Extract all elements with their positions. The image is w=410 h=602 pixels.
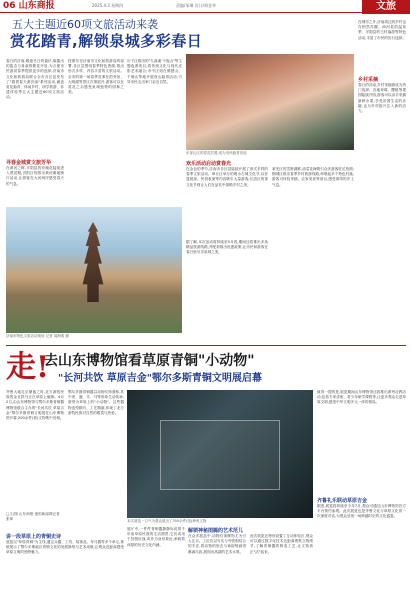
subhead-animal: 解锁神秘图腾的艺术范儿 <box>188 528 244 534</box>
top-headline: 赏花踏青,解锁泉城多彩春日 <box>10 32 203 50</box>
bottom-col-5: 此次展览还特别设置了互动体验区,观众可以通过数字化技术近距离观察文物细节,了解青铜器的铸造工艺,让文物真正"活"起来。 <box>250 534 313 554</box>
top-col-5: 莱芜区的雪野湖畔,油菜花海吸引众多游客驻足拍照;钢城区推出春季乡村旅游线路,串联起多个特色村落,游客可体验采摘、农家美食等项目,感受浓浓的乡土气息。 <box>272 167 354 187</box>
bottom-col-3: 展厅中,一件件青铜器静静诉说着千年前草原民族的生活图景,它们或用于狩猎征战,或作为身份象征,承载着深厚的历史文化内涵。 <box>127 527 185 547</box>
editor-credits: 责编/邹琳 设计/胡金华 <box>176 3 216 8</box>
top-col-4: 在金色的季节,济南市各区县陆续开展了形式多样的春季文旅活动。章丘区举办的明水古城文化节,以非遗展演、民俗表演等内容吸引大量游客;长清区的茶文化节则让人们在品茗中领略乡村之美。 <box>186 167 268 187</box>
photo3-caption: 本次展览一口气为观众展出了350余件(组)珍贵文物 <box>127 519 207 523</box>
bottom-col-1: 齐鲁大地礼乐鼎盛之时,北方游牧民族的金戈铁马正在草原上驰骋。4月2日,由山东博物馆与鄂尔多斯青铜器博物馆联合主办的"长河共饮 草原吉金"鄂尔多斯青铜文明展在山东博物馆开幕,200余件(套)文物集中亮相。 <box>6 390 64 421</box>
bottom-col-2: 鄂尔多斯青铜器以动物纹饰著称,其中虎、鹿、羊、马等形象生动传神,被誉为草原上的"小动物"。这些器物造型精巧、工艺精湛,体现了北方游牧民族对自然的敬畏与热爱。 <box>68 390 124 415</box>
top-col-3: 历下区推出的"九曲溪·不夜山"等主题夜游项目,将传统文化与现代光影艺术融合;市中区则在佛慧山、千佛山等地开展登山踏青活动,引导市民走出家门亲近自然。 <box>127 59 182 84</box>
subhead-intro: 讲一段草原上的青铜史诗 <box>6 534 62 540</box>
section-tag: 文旅 <box>362 0 410 14</box>
bottom-right-2: 据悉,展览将持续至今年7月,观众可通过山东博物馆官方平台预约参观。此次展览也是齐鲁文化与草原文化的一次深度对话,为观众呈现一场跨越时空的文化盛宴。 <box>317 504 406 519</box>
top-col-2: 按照东至济南市文化和旅游局的部署,各区县围绕春季特色资源,推出形式多样、内容丰富的文旅活动。全市的第一场春季花事在趵突泉、大明湖等景区次第展开,游客可以在赏花之余感受泉城独特的园林之美。 <box>68 59 124 95</box>
page-number: 06 山东商报 <box>3 1 55 11</box>
top-kicker: 五大主题近60项文旅活动来袭 <box>12 18 158 31</box>
issue-date: 2025.4.3 星期四 <box>92 3 124 8</box>
bottom-col-4: 在众多展品中,动物纹饰牌饰尤为引人注目。工匠们以写实与夸张相结合的手法,将动物的形态与神韵刻画得淋漓尽致,展现出高超的艺术水准。 <box>188 534 246 554</box>
subhead-activity: 欢乐活动启动赏春光 <box>186 161 232 167</box>
top-lead: 春日的济南,暖意冬日的蛰伏,崭露出的姿态与喜欢的繁花开放,为万便市民游赏春季提供更多的选择,济南市文化和旅游局联合全市各区县发布了"跟着春天游济南"系列活动,涵盖赏花踏青、休闲乡村、研学旅游、非遗体验等五大主题近60项文旅活动。 <box>6 59 64 100</box>
big-character: 走! <box>6 350 50 385</box>
bottom-col-1b: 展览以"草原青铜"为主线,通过兵器、工具、装饰品、车马器等多个单元,系统展示了鄂尔多斯地区青铜文化的发展脉络与艺术成就,让观众近距离感受草原文明的独特魅力。 <box>6 540 124 555</box>
top-col-1b: 在黄河之畔,平阴县的玫瑰花陆续进入观赏期,济阳区则推出黄河滩地骑行活动,让游客在大河两岸感受春天的气息。 <box>6 166 64 186</box>
bottom-subhead: "长河共饮 草原吉金"鄂尔多斯青铜文明展启幕 <box>58 373 262 384</box>
bottom-byline: □文/图 山东商报·速豹新闻网记者 张琦 <box>6 512 60 521</box>
section-divider <box>6 345 406 346</box>
bottom-headline: 去山东博物馆看草原青铜"小动物" <box>44 353 255 369</box>
photo1-caption: 东部山区的春花烂漫,成为市民踏青首选 <box>186 151 247 155</box>
subhead-tourism: 寻春金城赏文旅芳华 <box>6 160 52 166</box>
subhead-exhibit: 齐鲁礼乐联动草原吉金 <box>317 498 368 504</box>
bottom-right-1: 值得一提的是,展览期间山东博物馆还将推出系列社教活动,包括专家讲座、青少年研学课程等,让更多观众走进草原文明,感受中华文明多元一体的格局。 <box>317 390 406 405</box>
photo2-caption: 济南市特色文旅活动现场 记者 周海燕 摄 <box>6 334 69 338</box>
right-col-1: 在城市之外,济南周边的乡村也在悄然苏醒。商河县的温泉季、平阴县的古村落游等特色活动,丰富了市民的出行选择。 <box>358 20 406 40</box>
right-col-2: 春日的济南,乡村采摘游成为热门选择。各地草莓、樱桃等果园陆续开园,游客可以亲手采摘新鲜水果,享受田园生活的乐趣,也为乡村振兴注入新的活力。 <box>358 83 406 114</box>
spring-flowers-photo <box>186 54 354 150</box>
top-col-6: 据了解,本次活动将持续至5月底,期间还将推出多条精品旅游线路,并配套推出优惠政策,让市民和游客在春日里尽享泉城之美。 <box>186 240 268 255</box>
display-case <box>160 420 280 490</box>
subhead-village: 乡村采摘 <box>358 77 379 83</box>
